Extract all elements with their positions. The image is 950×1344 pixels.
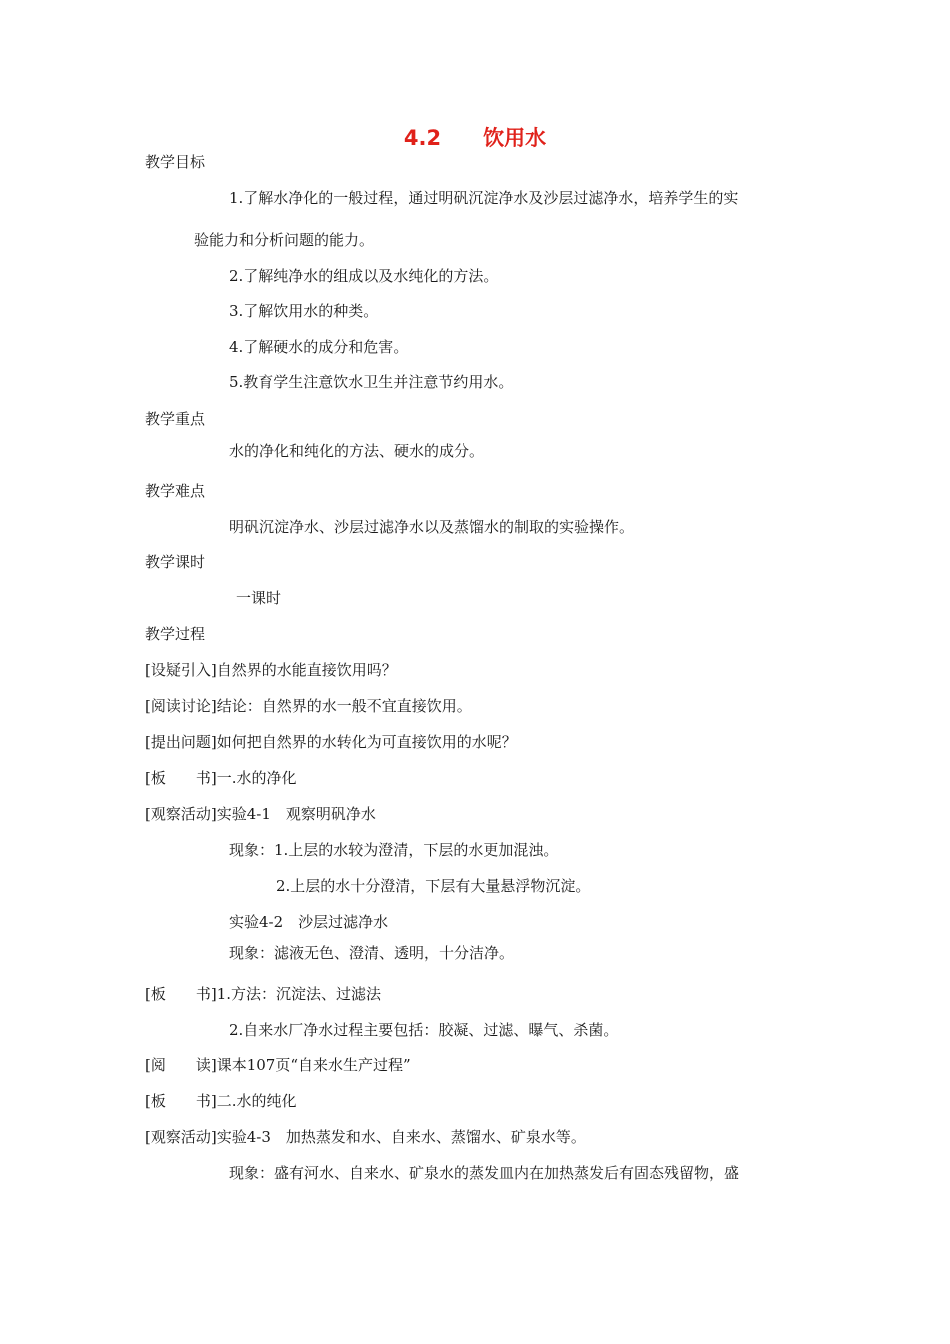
objective-2: 2.了解纯净水的组成以及水纯化的方法。 — [229, 267, 499, 285]
heading-periods: 教学课时 — [145, 553, 206, 571]
phenomenon-4-3: 现象：盛有河水、自来水、矿泉水的蒸发皿内在加热蒸发后有固态残留物，盛 — [229, 1164, 740, 1182]
process-discussion: [阅读讨论]结论：自然界的水一般不宜直接饮用。 — [145, 697, 472, 715]
experiment-4-1: [观察活动]实验4-1 观察明矾净水 — [145, 805, 376, 823]
title-number: 4.2 — [403, 126, 442, 150]
process-intro: [设疑引入]自然界的水能直接饮用吗？ — [145, 661, 397, 679]
experiment-4-2: 实验4-2 沙层过滤净水 — [229, 913, 389, 931]
heading-key-points: 教学重点 — [145, 410, 206, 428]
board-water-purity: [板 书]二.水的纯化 — [145, 1092, 297, 1110]
board-waterworks: 2.自来水厂净水过程主要包括：胶凝、过滤、曝气、杀菌。 — [229, 1021, 619, 1039]
heading-process: 教学过程 — [145, 625, 206, 643]
phenomenon-2: 2.上层的水十分澄清，下层有大量悬浮物沉淀。 — [276, 877, 591, 895]
heading-difficulties: 教学难点 — [145, 482, 206, 500]
process-question: [提出问题]如何把自然界的水转化为可直接饮用的水呢？ — [145, 733, 517, 751]
page-title — [0, 124, 950, 152]
reading-textbook: [阅 读]课本107页“自来水生产过程” — [145, 1056, 411, 1074]
periods-text: 一课时 — [236, 589, 282, 607]
key-points-text: 水的净化和纯化的方法、硬水的成分。 — [229, 442, 485, 460]
difficulties-text: 明矾沉淀净水、沙层过滤净水以及蒸馏水的制取的实验操作。 — [229, 518, 635, 536]
heading-objectives: 教学目标 — [145, 153, 206, 171]
objective-4: 4.了解硬水的成分和危害。 — [229, 338, 409, 356]
objective-5: 5.教育学生注意饮水卫生并注意节约用水。 — [229, 373, 514, 391]
title-text: 饮用水 — [483, 126, 547, 150]
objective-3: 3.了解饮用水的种类。 — [229, 302, 379, 320]
phenomenon-1: 现象：1.上层的水较为澄清，下层的水更加混浊。 — [229, 841, 559, 859]
experiment-4-3: [观察活动]实验4-3 加热蒸发和水、自来水、蒸馏水、矿泉水等。 — [145, 1128, 586, 1146]
board-water-purification: [板 书]一.水的净化 — [145, 769, 297, 787]
objective-1: 1.了解水净化的一般过程，通过明矾沉淀净水及沙层过滤净水，培养学生的实 — [229, 189, 739, 207]
board-methods: [板 书]1.方法：沉淀法、过滤法 — [145, 985, 382, 1003]
objective-1-cont: 验能力和分析问题的能力。 — [194, 231, 375, 249]
phenomenon-4-2: 现象：滤液无色、澄清、透明，十分洁净。 — [229, 944, 515, 962]
